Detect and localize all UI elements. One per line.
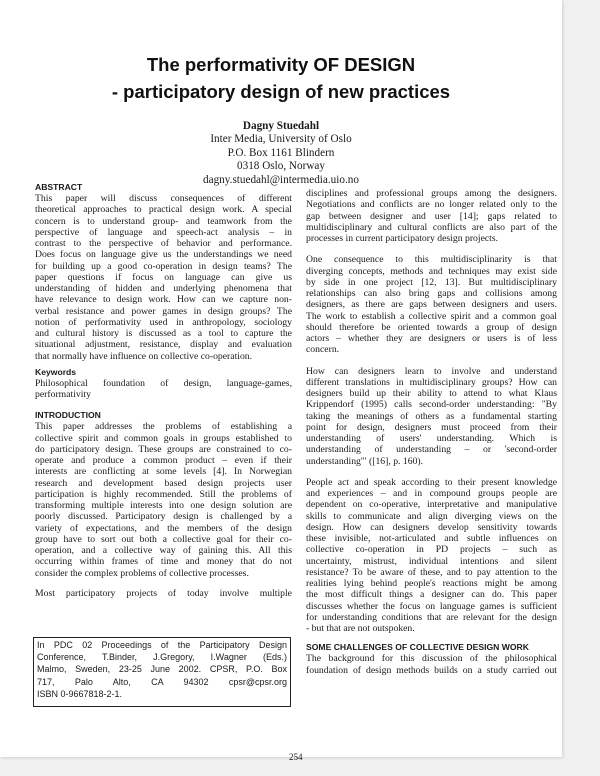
text-line: People act and speak according to their present knowledge <box>306 476 557 488</box>
text-line: Negotiations and conflicts are no longer related only to the <box>306 199 557 211</box>
text-line: multidisciplinary and cultural conflicts are also part of the <box>306 221 557 233</box>
text-line: resistance? To be aware of these, and to pay attention to the <box>306 566 557 578</box>
author-affiliation: Inter Media, University of Oslo <box>210 133 352 146</box>
text-line: interests are conflicting at some levels [4]. In Norwegian <box>35 466 292 478</box>
text-line: variety of expectations, and the members of the design <box>35 522 292 534</box>
text-line: understanding of hidden and underlying phenomena that <box>35 283 292 294</box>
text-line: that normally have influence on collective co-operation. <box>35 350 253 362</box>
text-line: design. How can designers develop sensitivity towards <box>306 521 557 533</box>
text-line: Does focus on language give us the understandings we need <box>35 249 292 261</box>
keywords-heading: Keywords <box>35 366 77 377</box>
text-line: designers, as there are gaps between designers and users. <box>306 299 557 311</box>
text-line: notion of performativity used in anthropology, sociology <box>35 316 292 328</box>
text-line: understanding'" ([16], p. 160). <box>306 455 424 467</box>
text-line: Conference, T.Binder, J.Gregory, I.Wagner (Eds.) <box>37 652 287 663</box>
text-line: different translations in multidisciplinary groups? How can <box>306 376 557 388</box>
text-line: Krippendorf (1995) calls second-order understanding: "By <box>306 399 557 411</box>
text-line: verbal resistance and power games in design groups? The <box>35 305 292 317</box>
text-line: realities lying behind people's reactions might be among <box>306 578 557 589</box>
text-line: The background for this discussion of the philosophical <box>306 653 557 665</box>
text-line: The work to establish a collective spirit and a common goal <box>306 310 557 322</box>
author-address-1: P.O. Box 1161 Blindern <box>227 146 335 159</box>
text-line: uncertainty, mistrust, individual intentions and silent <box>306 555 557 567</box>
paragraph-people-act <box>306 477 557 635</box>
text-line: poorly discussed. Participatory design is challenged by a <box>35 511 292 523</box>
text-line: and cultural history is discussed as a tool to capture the <box>35 328 292 339</box>
text-line: One consequence to this multidisciplinarity is that <box>306 254 557 266</box>
keywords-body <box>35 378 292 401</box>
author-address-2: 0318 Oslo, Norway <box>237 160 325 173</box>
text-line: discusses whether the focus on language games is sufficient <box>306 600 557 612</box>
text-line: understanding of users' understanding. Which is <box>306 433 557 444</box>
text-line: perspective of language and speech-act analysis – in <box>35 226 292 238</box>
text-line: should therefore be oriented towards a group of design <box>306 321 557 333</box>
text-line: Philosophical foundation of design, language-games, <box>35 377 292 389</box>
text-line: In PDC 02 Proceedings of the Participatory Design <box>37 640 287 650</box>
text-line: - but that are not outspoken. <box>306 623 415 634</box>
text-line: the most difficult things a designer can do. This paper <box>306 589 557 601</box>
abstract-heading: ABSTRACT <box>35 182 83 192</box>
text-line: foundation of design methods builds on a study carried out <box>306 664 557 676</box>
text-line: Most participatory projects of today involve multiple <box>35 587 292 599</box>
text-line: dependent on co-operative, interpretative and manipulative <box>306 499 557 511</box>
text-line: relationships can also bring gaps and collisions among <box>306 288 557 299</box>
abstract-body <box>35 193 292 362</box>
text-line: consider the complex problems of collective processes. <box>35 567 249 579</box>
text-line: point for design, designers must proceed from their <box>306 421 557 433</box>
text-line: do participatory design. These groups are constrained to co- <box>35 443 292 455</box>
author-email: dagny.stuedahl@intermedia.uio.no <box>203 173 359 186</box>
text-line: designers build up their ability to attend to what Klaus <box>306 388 557 399</box>
author-block <box>0 120 562 187</box>
paper-title-line-2: - participatory design of new practices <box>111 81 451 102</box>
paragraph-consequence <box>306 254 557 355</box>
text-line: operation, and a collective way of gaining this. All this <box>35 545 292 556</box>
challenges-heading: SOME CHALLENGES OF COLLECTIVE DESIGN WORK <box>306 642 529 653</box>
text-line: participation is highly recommended. Still the problems of <box>35 488 292 500</box>
text-line: and experiences – and in compound groups people are <box>306 488 557 499</box>
introduction-body-2 <box>35 588 292 599</box>
text-line: gap between designer and user [14]; gaps related to <box>306 210 557 222</box>
text-line: by side in one project [12, 13]. But multidisciplinary <box>306 276 557 288</box>
text-line: disciplines and professional groups among the designers. <box>306 188 557 199</box>
text-line: concern is to understand group- and teamwork from the <box>35 215 292 227</box>
proceedings-box <box>33 637 291 707</box>
text-line: research and development based design projects user <box>35 477 292 489</box>
text-line: situational adjustment, resistance, display and evaluation <box>35 339 292 351</box>
text-line: skills to communicate and align diverging views on the <box>306 510 557 522</box>
text-line: This paper addresses the problems of establishing a <box>35 421 292 433</box>
paragraph-second-order <box>306 366 557 467</box>
challenges-body <box>306 653 557 676</box>
text-line: 717, Palo Alto, CA 94302 cpsr@cpsr.org <box>37 676 287 687</box>
author-name: Dagny Stuedahl <box>242 120 320 132</box>
text-line: group have to sort out both a collective goal for their co- <box>35 533 292 545</box>
text-line: processes in current participatory design projects. <box>306 233 499 244</box>
text-line: collective spirit and common goals in groups established to <box>35 432 292 444</box>
left-column <box>35 182 292 605</box>
text-line: for understanding conditions that are relevant for the design <box>306 611 557 623</box>
text-line: This paper will discuss consequences of different <box>35 193 292 204</box>
text-line: these invisible, not-articulated and subtle influences on <box>306 533 557 544</box>
text-line: occurring within frames of time and money that do not <box>35 556 292 568</box>
paper-title-line-1: The performativity OF DESIGN <box>146 54 416 75</box>
text-line: performativity <box>35 389 91 400</box>
text-line: understanding of understanding – or 'second-order <box>306 444 557 456</box>
text-line: Malmo, Sweden, 23-25 June 2002. CPSR, P.O. Box <box>37 664 287 675</box>
right-column <box>306 188 557 682</box>
text-line: diverging concepts, methods and techniques may exist side <box>306 265 557 277</box>
text-line: contrast to the perspective of behavior and performance. <box>35 238 292 249</box>
text-line: taking the meanings of others as a fundamental starting <box>306 410 557 422</box>
page-number: 254 <box>289 752 303 762</box>
text-line: transforming multiple interests into one design solution are <box>35 500 292 511</box>
text-line: paper questions if focus on language can give us <box>35 271 292 283</box>
text-line: for building up a good co-operation in design teams? The <box>35 260 292 272</box>
text-line: concern. <box>306 344 340 356</box>
text-line: operate and produce a common product – even if their <box>35 455 292 466</box>
text-line: ISBN 0-9667818-2-1. <box>37 688 123 699</box>
introduction-body <box>35 421 292 579</box>
text-line: theoretical approaches to practical design work. A special <box>35 204 292 216</box>
text-line: How can designers learn to involve and understand <box>306 365 557 377</box>
introduction-heading: INTRODUCTION <box>35 410 101 421</box>
text-line: actors – whether they are designers or users is of less <box>306 333 557 344</box>
paragraph-multidisciplinary <box>306 188 557 244</box>
text-line: have relevance to design work. How can we capture non- <box>35 294 292 306</box>
text-line: collective co-operation in PD projects – such as <box>306 544 557 556</box>
